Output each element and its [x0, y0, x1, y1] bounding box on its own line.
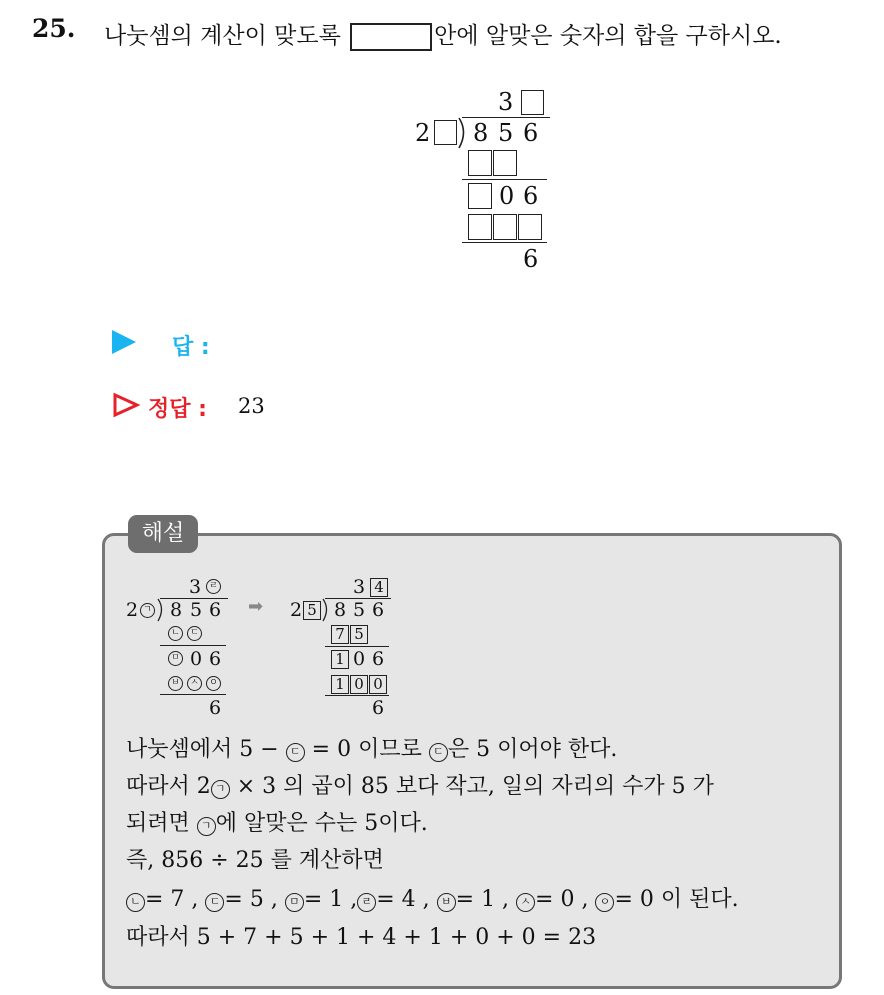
division-bracket: [457, 117, 471, 149]
subtraction-line: [325, 695, 389, 696]
filled-box: 5: [350, 625, 368, 644]
divisor-blank-box: [434, 120, 457, 145]
explanation-line-2: 따라서 2 ㄱ × 3 의 곱이 85 보다 작고, 일의 자리의 수가 5 가: [126, 774, 714, 799]
correct-answer-label: 정답 :: [148, 397, 207, 422]
circled-letter: ㄷ: [187, 626, 202, 641]
remainder-digit: 6: [372, 697, 385, 719]
divisor-digit: 2: [126, 599, 139, 621]
partial-digit: 6: [209, 648, 222, 670]
question-text: [104, 17, 782, 51]
subtraction-line: [462, 179, 547, 180]
question-number: 25.: [32, 14, 76, 43]
subtraction-line: [462, 242, 547, 243]
circled-letter: ㄷ: [429, 743, 448, 762]
filled-box: 5: [303, 601, 321, 620]
partial-digit: 0: [190, 648, 203, 670]
filled-box: 7: [331, 625, 349, 644]
partial-digit: 0: [353, 648, 366, 670]
blank-box: [350, 23, 432, 51]
blank-box: [468, 214, 492, 240]
division-top-line: [462, 117, 550, 118]
dividend-digit: 8: [334, 599, 347, 621]
circled-letter: ㄱ: [140, 603, 155, 618]
partial-digit: 6: [523, 182, 539, 210]
blank-box: [518, 214, 542, 240]
correct-answer-value: 23: [238, 394, 265, 418]
filled-box: 0: [350, 675, 368, 694]
question-text-after: 안에 알맞은 숫자의 합을 구하시오.: [434, 23, 782, 49]
dividend-digit: 5: [498, 119, 514, 147]
circled-letter: ㅇ: [206, 676, 221, 691]
remainder-digit: 6: [523, 245, 539, 273]
circled-letter: ㄷ: [286, 743, 305, 762]
dividend-digit: 6: [209, 599, 222, 621]
dividend-digit: 8: [473, 119, 489, 147]
circled-letter: ㅇ: [595, 893, 614, 912]
circled-letter: ㅂ: [437, 893, 456, 912]
explanation-line-4: 즉, 856 ÷ 25 를 계산하면: [126, 848, 384, 873]
circled-letter: ㄱ: [211, 780, 230, 799]
divisor-digit: 2: [290, 599, 303, 621]
circled-letter: ㄹ: [357, 893, 376, 912]
division-bracket: [156, 598, 167, 622]
circled-letter: ㅅ: [516, 893, 535, 912]
circled-letter: ㅂ: [168, 676, 183, 691]
explanation-line-1: 나눗셈에서 5 − ㄷ = 0 이므로 ㄷ 은 5 이어야 한다.: [126, 737, 618, 762]
divisor-digit: 2: [415, 119, 431, 147]
circled-letter: ㄱ: [197, 817, 216, 836]
blank-box: [493, 150, 517, 176]
blank-box: [468, 183, 492, 209]
outline-triangle-icon: [112, 392, 140, 418]
arrow-right-icon: ➡: [248, 596, 264, 617]
filled-box: 1: [331, 675, 349, 694]
filled-box: 1: [331, 650, 349, 669]
quotient-digit: 3: [189, 576, 202, 598]
remainder-digit: 6: [209, 697, 222, 719]
division-bracket: [321, 598, 332, 622]
circled-letter: ㄹ: [206, 579, 221, 594]
dividend-digit: 6: [523, 119, 539, 147]
question-text-before: 나눗셈의 계산이 맞도록: [104, 23, 341, 49]
partial-digit: 6: [372, 648, 385, 670]
circled-letter: ㄷ: [205, 893, 224, 912]
filled-box: 4: [370, 578, 388, 597]
dividend-digit: 5: [190, 599, 203, 621]
quotient-digit: 3: [353, 576, 366, 598]
filled-box: 0: [369, 675, 387, 694]
subtraction-line: [325, 646, 389, 647]
dividend-digit: 8: [170, 599, 183, 621]
partial-digit: 0: [499, 182, 515, 210]
answer-label: 답 :: [172, 335, 210, 360]
circled-letter: ㅁ: [285, 893, 304, 912]
subtraction-line: [160, 694, 226, 695]
dividend-digit: 5: [353, 599, 366, 621]
quotient-digit: 3: [498, 88, 514, 116]
explanation-line-3: 되려면 ㄱ 에 알맞은 수는 5이다.: [126, 811, 428, 836]
explanation-line-5: ㄴ = 7 , ㄷ = 5 , ㅁ = 1 , ㄹ = 4 , ㅂ = 1 , ㅅ = 0 , ㅇ = 0 이 된다.: [126, 887, 739, 913]
blank-box: [493, 214, 517, 240]
circled-letter: ㅁ: [168, 651, 183, 666]
play-triangle-icon: [112, 330, 136, 354]
circled-letter: ㄴ: [168, 626, 183, 641]
blank-box: [468, 150, 492, 176]
circled-letter: ㄴ: [126, 893, 145, 912]
subtraction-line: [160, 645, 226, 646]
dividend-digit: 6: [372, 599, 385, 621]
explanation-line-6: 따라서 5 + 7 + 5 + 1 + 4 + 1 + 0 + 0 = 23: [126, 925, 597, 950]
quotient-blank-box: [521, 90, 544, 115]
circled-letter: ㅅ: [187, 676, 202, 691]
solution-tag: 해설: [128, 515, 198, 553]
